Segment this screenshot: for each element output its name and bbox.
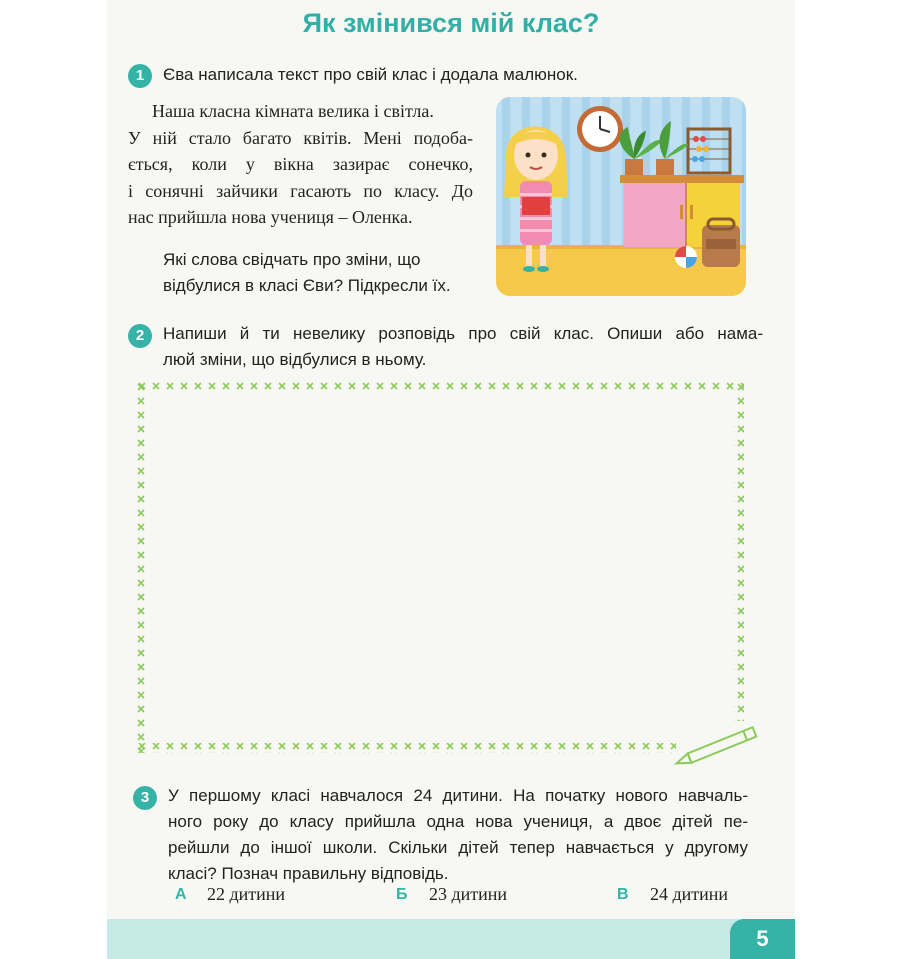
clock-icon (577, 106, 623, 152)
story-line: ється, коли у вікна зазирає сонечко, (128, 154, 473, 174)
story-line: У ній стало багато квітів. Мені подоба- (128, 127, 473, 148)
story-line: і сонячні зайчики гасають по класу. До (128, 180, 473, 201)
task1-question (163, 247, 478, 299)
task1-instruction: Єва написала текст про свій клас і додала малюнок. (163, 65, 578, 84)
option-a-text[interactable]: 22 дитини (207, 884, 286, 904)
scan-margin-right (795, 0, 900, 959)
story-line: нас прийшла нова учениця – Оленка. (128, 207, 413, 227)
task-number-3: 3 (133, 786, 157, 810)
option-a-letter[interactable]: А (175, 886, 187, 903)
task3-line: ного року до класу прийшла одна нова учениця, а двоє дітей пе- (168, 812, 748, 831)
page-number: 5 (730, 919, 795, 959)
drawing-area[interactable] (136, 381, 744, 753)
task-number-1: 1 (128, 64, 152, 88)
pencil-icon (667, 720, 777, 770)
task3-line: класі? Познач правильну відповідь. (168, 864, 449, 883)
scan-margin-left (0, 0, 107, 959)
ball-icon (675, 246, 697, 268)
workbook-page (107, 0, 795, 959)
task2-instruction (163, 321, 763, 373)
page-title: Як змінився мій клас? (302, 8, 600, 38)
instruction-line: Напиши й ти невелику розповідь про свій клас. Опиши або нама- (163, 324, 763, 343)
classroom-illustration (496, 97, 746, 296)
question-line: Які слова свідчать про зміни, що (163, 250, 421, 269)
option-b-text[interactable]: 23 дитини (429, 884, 508, 904)
option-b-letter[interactable]: Б (396, 886, 408, 903)
story-line: Наша класна кімната велика і світла. (152, 101, 434, 121)
instruction-line: люй зміни, що відбулися в ньому. (163, 350, 427, 369)
option-c-text[interactable]: 24 дитини (650, 884, 729, 904)
footer-band (107, 919, 795, 959)
task-number-2: 2 (128, 324, 152, 348)
backpack-icon (702, 219, 740, 267)
question-line: відбулися в класі Єви? Підкресли їх. (163, 276, 451, 295)
task3-line: У першому класі навчалося 24 дитини. На початку нового навчаль- (168, 786, 748, 805)
task3-line: рейшли до іншої школи. Скільки дітей тепер навчається у другому (168, 838, 748, 857)
answer-options (107, 883, 795, 909)
task3-text (168, 783, 748, 887)
story-text (128, 98, 473, 231)
option-c-letter[interactable]: В (617, 886, 629, 903)
